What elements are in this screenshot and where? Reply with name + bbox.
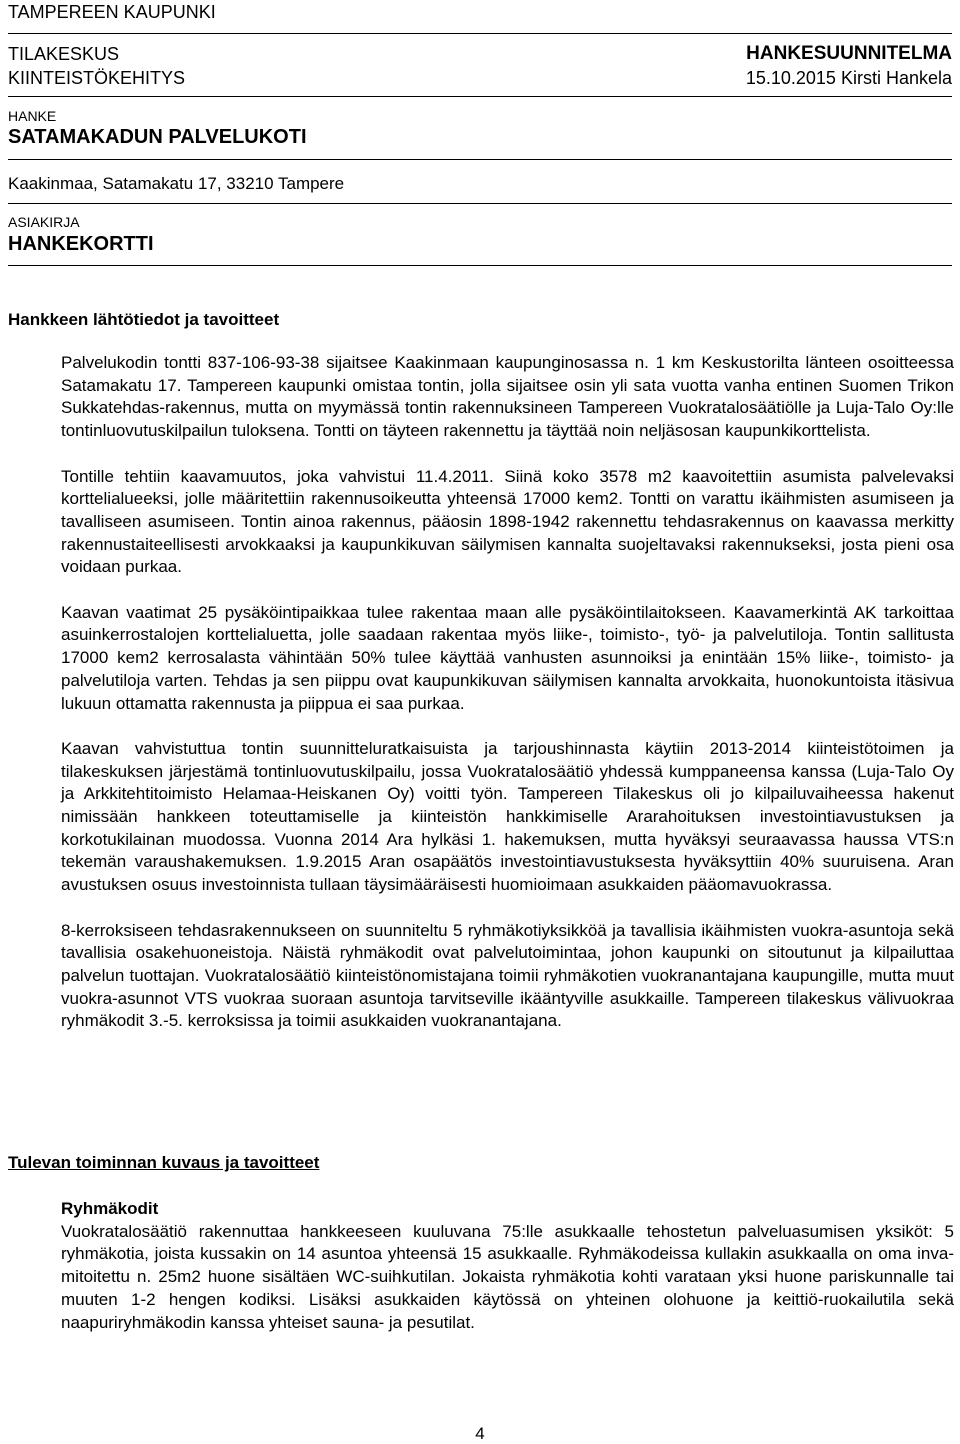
paragraph: 8-kerroksiseen tehdasrakennukseen on suunniteltu 5 ryhmäkotiyksikköä ja tavallisia ikäihmisten vuokra-asuntoja sekä tavallisia osakehuoneistoja. Näistä ryhmäkodit ovat palvelutoimintaa, johon kaupunki on sitoutunut ja kilpailuttaa palvelun tuottajan. Vuokratalosäätiö kiinteistönomistajana toimii ryhmäkotien vuokranantajana kaupungille, mutta muut vuokra-asunnot VTS vuokraa suoraan asuntoja tarvitseville ikääntyville asukkaille. Tampereen tilakeskus välivuokraa ryhmäkodit 3.-5. kerroksissa ja toimii asukkaiden vuokranantajana. bbox=[61, 920, 954, 1031]
section-body-future-operations bbox=[61, 1198, 954, 1334]
document-type: HANKESUUNNITELMA bbox=[746, 43, 952, 64]
document-label: ASIAKIRJA bbox=[8, 214, 80, 230]
paragraph: Tontille tehtiin kaavamuutos, joka vahvistui 11.4.2011. Siinä koko 3578 m2 kaavoitettiin asumista palvelevaksi korttelialueeksi, jolle määritettiin rakennusoikeutta yhteensä 17000 kem2. Tontti on varattu ikäihmisten asumiseen ja tavalliseen asumiseen. Tontin ainoa rakennus, pääosin 1898-1942 rakennettu tehdasrakennus on kaavassa merkitty rakennustaiteellisesti arvokkaaksi ja kaupunkikuvan säilymisen kannalta suojeltavaksi rakennukseksi, josta pieni osa voidaan purkaa. bbox=[61, 466, 954, 577]
project-name: SATAMAKADUN PALVELUKOTI bbox=[8, 126, 307, 148]
section-title-future-operations: Tulevan toiminnan kuvaus ja tavoitteet bbox=[8, 1153, 320, 1172]
department-name: TILAKESKUS bbox=[8, 44, 120, 64]
document-name: HANKEKORTTI bbox=[8, 233, 154, 255]
project-address: Kaakinmaa, Satamakatu 17, 33210 Tampere bbox=[8, 174, 345, 193]
section-title-background: Hankkeen lähtötiedot ja tavoitteet bbox=[8, 310, 280, 329]
paragraph: Kaavan vahvistuttua tontin suunnitteluratkaisuista ja tarjoushinnasta käytiin 2013-2014 kiinteistötoimen ja tilakeskuksen järjestämä tontinluovutuskilpailu, jossa Vuokratalosäätiö yhdessä kumppaneensa kanssa (Luja-Talo Oy ja Arkkitehtitoimisto Helamaa-Heiskanen Oy) voitti työn. Tampereen Tilakeskus oli jo kilpailuvaiheessa hakenut nimissään hankkeen toteuttamiselle ja kiinteistön hankkimiselle Ararahoituksen investointiavustuksen ja korkotukilainan muodossa. Vuonna 2014 Ara hylkäsi 1. hakemuksen, mutta hyväksyi seuraavassa haussa VTS:n tekemän varaushakemuksen. 1.9.2015 Aran osapäätös investointiavustuksesta hyväksyttiin 40% suuruisena. Aran avustuksen osuus investoinnista tullaan täysimääräisesti huomioimaan asukkaiden pääomavuokrassa. bbox=[61, 738, 954, 895]
section-body-background bbox=[61, 352, 954, 1033]
project-label: HANKE bbox=[8, 108, 57, 124]
department-block bbox=[8, 42, 185, 90]
address-divider bbox=[8, 203, 952, 204]
document-divider bbox=[8, 265, 952, 266]
project-divider bbox=[8, 159, 952, 160]
document-type-block bbox=[746, 42, 952, 90]
page-number: 4 bbox=[475, 1424, 485, 1443]
header-divider bbox=[8, 33, 952, 34]
paragraph: Vuokratalosäätiö rakennuttaa hankkeeseen kuuluvana 75:lle asukkaalle tehostetun palveluasumisen yksiköt: 5 ryhmäkotia, joista kussakin on 14 asuntoa yhteensä 15 asukkaalle. Ryhmäkodeissa kullakin asukkaalla on oma inva-mitoitettu n. 25m2 huone sisältäen WC-suihkutilan. Jokaista ryhmäkotia kohti varataan yksi huone pariskunnalle tai muuten 1-2 hengen kodiksi. Lisäksi asukkaiden käytössä on yhteinen olohuone ja keittiö-ruokailutila sekä naapuriryhmäkodin kanssa yhteiset sauna- ja pesutilat. bbox=[61, 1221, 954, 1332]
header-divider-2 bbox=[8, 96, 952, 97]
paragraph: Kaavan vaatimat 25 pysäköintipaikkaa tulee rakentaa maan alle pysäköintilaitokseen. Kaavamerkintä AK tarkoittaa asuinkerrostalojen korttelialuetta, jolle saadaan rakentaa myös liike-, toimisto-, työ- ja palvelutiloja. Tontin sallitusta 17000 kem2 kerrosalasta vähintään 50% tulee käyttää vanhusten asunnoiksi ja enintään 15% liike-, toimisto- ja palvelutiloja varten. Tehdas ja sen piippu ovat kaupunkikuvan säilymisen kannalta arvokkaita, huonokuntoista itäsivua lukuun ottamatta rakennusta ja piippua ei saa purkaa. bbox=[61, 602, 954, 713]
unit-name: KIINTEISTÖKEHITYS bbox=[8, 68, 186, 88]
subheading-group-homes: Ryhmäkodit bbox=[61, 1199, 159, 1218]
organization-name: TAMPEREEN KAUPUNKI bbox=[8, 2, 216, 22]
paragraph: Palvelukodin tontti 837-106-93-38 sijaitsee Kaakinmaan kaupunginosassa n. 1 km Keskustorilta länteen osoitteessa Satamakatu 17. Tampereen kaupunki omistaa tontin, jolla sijaitsee osin yli sata vuotta vanha entinen Suomen Trikon Sukkatehdas-rakennus, mutta on myymässä tontin rakennuksineen Tampereen Vuokratalosäätiölle ja Luja-Talo Oy:lle tontinluovutuskilpailun tuloksena. Tontti on täyteen rakennettu ja täyttää noin neljäsosan kaupunkikorttelista. bbox=[61, 353, 954, 441]
date-author: 15.10.2015 Kirsti Hankela bbox=[745, 68, 952, 88]
